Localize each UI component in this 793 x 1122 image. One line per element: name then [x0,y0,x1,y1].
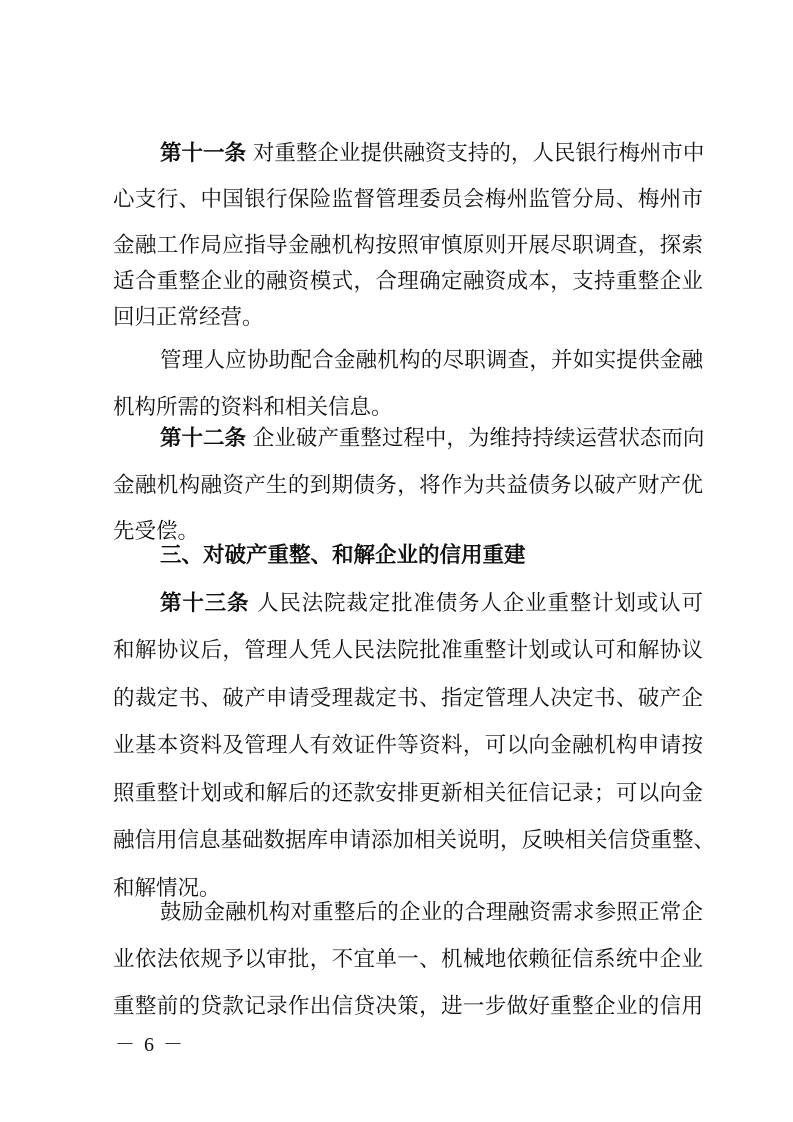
article-number: 第十三条 [160,591,250,616]
paragraph-line: 适合重整企业的融资模式，合理确定融资成本，支持重整企业 [113,269,703,294]
paragraph-line: 机构所需的资料和相关信息。 [113,395,393,420]
paragraph-line: 金融机构融资产生的到期债务，将作为共益债务以破产财产优 [113,473,703,498]
article-number: 第十二条 [160,426,247,451]
paragraph-line: 管理人应协助配合金融机构的尽职调查，并如实提供金融 [160,348,703,373]
paragraph-line: 重整前的贷款记录作出信贷决策，进一步做好重整企业的信用 [113,994,703,1019]
text-run: 人民法院裁定批准债务人企业重整计划或认可 [249,591,703,616]
paragraph-line [160,140,703,168]
paragraph-line: 鼓励金融机构对重整后的企业的合理融资需求参照正常企 [160,900,703,925]
paragraph-line: 和解情况。 [113,876,221,901]
text-run: 企业破产重整过程中，为维持持续运营状态而向 [246,426,705,451]
paragraph-line [160,425,703,453]
paragraph-line: 融信用信息基础数据库申请添加相关说明，反映相关信贷重整、 [113,828,716,853]
paragraph-line [160,590,703,618]
article-number: 第十一条 [160,141,247,166]
paragraph-line: 先受偿。 [113,519,200,544]
paragraph-line: 照重整计划或和解后的还款安排更新相关征信记录；可以向金 [113,781,703,806]
paragraph-line: 业基本资料及管理人有效证件等资料，可以向金融机构申请按 [113,733,703,758]
paragraph-line: 的裁定书、破产申请受理裁定书、指定管理人决定书、破产企 [113,686,703,711]
paragraph-line: 金融工作局应指导金融机构按照审慎原则开展尽职调查，探索 [113,233,703,258]
section-heading: 三、对破产重整、和解企业的信用重建 [160,543,526,568]
paragraph-line: 和解协议后，管理人凭人民法院批准重整计划或认可和解协议 [113,638,703,663]
paragraph-line: 业依法依规予以审批，不宜单一、机械地依赖征信系统中企业 [113,947,703,972]
text-run: 对重整企业提供融资支持的，人民银行梅州市中 [246,141,705,166]
paragraph-line: 回归正常经营。 [113,305,264,330]
paragraph-line: 心支行、中国银行保险监督管理委员会梅州监管分局、梅州市 [113,187,703,212]
page-number: － 6 － [115,1034,185,1056]
